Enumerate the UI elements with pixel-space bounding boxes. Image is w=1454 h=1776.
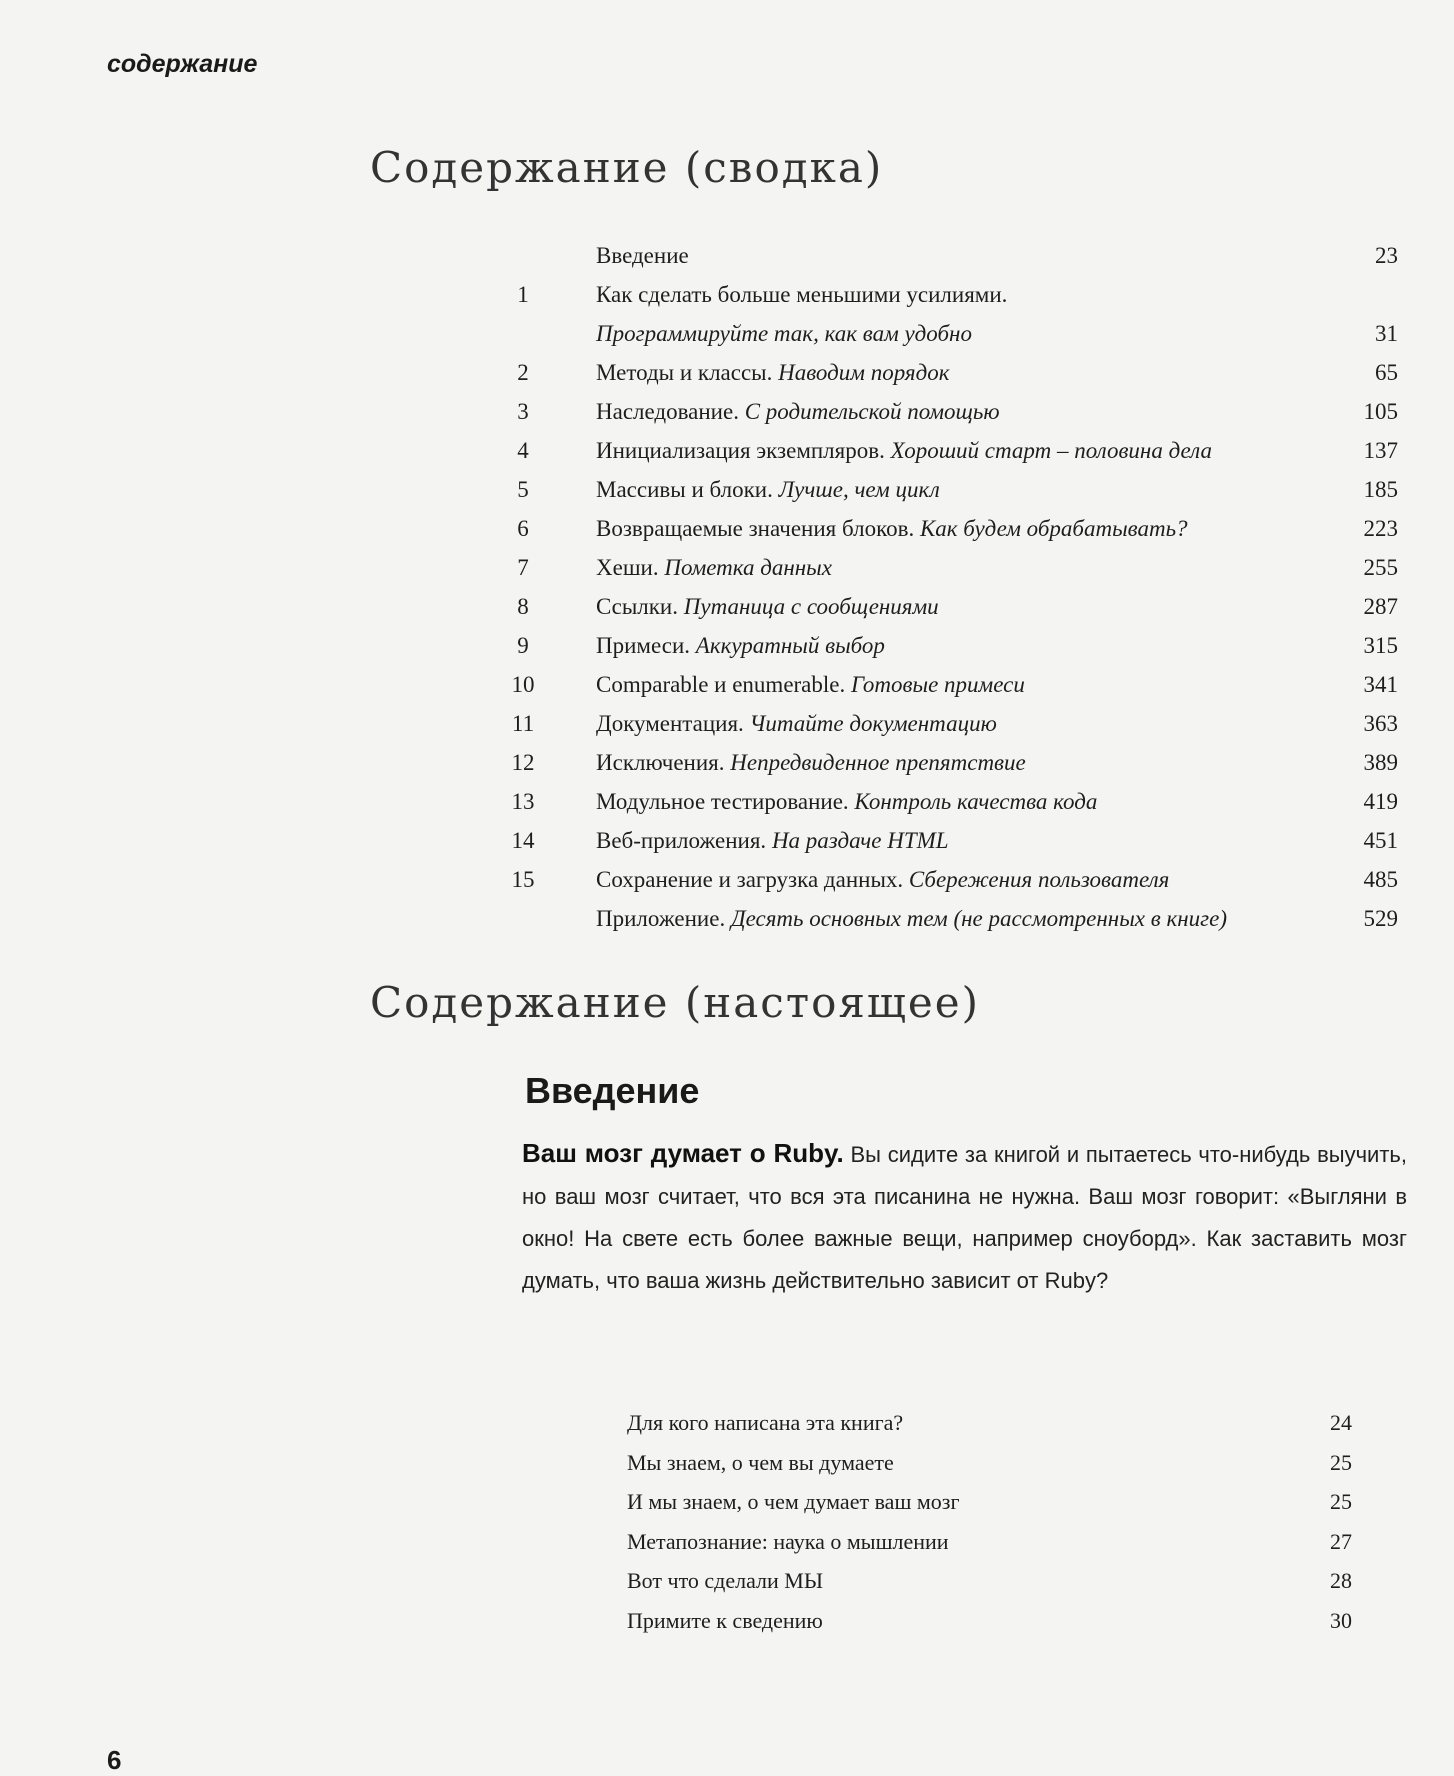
toc-row [500, 509, 1398, 548]
intro-paragraph [522, 1132, 1407, 1302]
chapter-title-main: Веб-приложения. [596, 828, 767, 853]
chapter-subtitle: Пометка данных [664, 555, 832, 580]
page-ref: 25 [1330, 1489, 1352, 1514]
intro-lead: Ваш мозг думает о Ruby. [522, 1138, 844, 1168]
chapter-title-main: Документация. [596, 711, 744, 736]
chapter-title [596, 665, 1025, 704]
chapter-subtitle: На раздаче HTML [771, 828, 949, 853]
chapter-title [596, 704, 997, 743]
chapter-number: 3 [517, 399, 529, 424]
chapter-title [596, 899, 1227, 938]
toc-row [500, 314, 1398, 353]
intro-toc-row [627, 1522, 1352, 1562]
chapter-subtitle: Путаница с сообщениями [683, 594, 939, 619]
chapter-number: 2 [517, 360, 529, 385]
chapter-number: 6 [517, 516, 529, 541]
chapter-title-main: Хеши. [596, 555, 659, 580]
toc-row [500, 704, 1398, 743]
page-ref: 105 [1363, 399, 1398, 424]
page-ref: 363 [1363, 711, 1398, 736]
page-ref: 341 [1363, 672, 1398, 697]
page-ref: 30 [1330, 1607, 1352, 1633]
running-head: содержание [107, 50, 258, 78]
chapter-title [596, 236, 689, 275]
intro-toc-row [627, 1482, 1352, 1522]
page-ref: 137 [1363, 438, 1398, 463]
section-title: Примите к сведению [627, 1607, 823, 1633]
chapter-title-main: Возвращаемые значения блоков. [596, 516, 915, 541]
chapter-subtitle: Контроль качества кода [854, 789, 1098, 814]
chapter-title-main: Массивы и блоки. [596, 477, 773, 502]
chapter-title [596, 782, 1097, 821]
chapter-number: 5 [517, 477, 529, 502]
chapter-number: 7 [517, 555, 529, 580]
chapter-title [596, 626, 885, 665]
page-ref: 28 [1330, 1568, 1352, 1593]
chapter-title-main: Методы и классы. [596, 360, 773, 385]
intro-toc-row [627, 1561, 1352, 1601]
toc-row [500, 275, 1398, 314]
chapter-subtitle: Десять основных тем (не рассмотренных в книге) [730, 906, 1227, 931]
chapter-subtitle: Читайте документацию [749, 711, 997, 736]
page-ref: 485 [1363, 867, 1398, 892]
page-ref: 287 [1363, 594, 1398, 619]
page-ref: 255 [1363, 555, 1398, 580]
section-title: И мы знаем, о чем думает ваш мозг [627, 1489, 960, 1514]
page-ref: 65 [1375, 360, 1398, 385]
chapter-number: 14 [511, 828, 535, 853]
summary-title: Содержание (сводка) [370, 143, 884, 192]
toc-row [500, 899, 1398, 938]
chapter-title [596, 470, 940, 509]
page-ref: 451 [1363, 828, 1398, 853]
chapter-title [596, 275, 1007, 314]
chapter-subtitle: Непредвиденное препятствие [730, 750, 1026, 775]
toc-row [500, 392, 1398, 431]
page-ref: 23 [1375, 243, 1398, 268]
toc-row [500, 236, 1398, 275]
section-title: Для кого написана эта книга? [627, 1410, 904, 1435]
page-ref: 529 [1363, 906, 1398, 931]
chapter-number: 11 [511, 711, 535, 736]
intro-text: Вы сидите за книгой и пытаетесь что-нибудь выучить, но ваш мозг считает, что вся эта писанина не нужна. Ваш мозг говорит: «Выгляни в окно! На свете есть более важные вещи, например сноуборд». Как заставить мозг думать, что ваша жизнь действительно зависит от Ruby? [522, 1142, 1407, 1293]
page-ref: 24 [1330, 1410, 1352, 1435]
chapter-subtitle: С родительской помощью [744, 399, 1000, 424]
chapter-title-main: Приложение. [596, 906, 726, 931]
page-ref: 389 [1363, 750, 1398, 775]
chapter-number: 15 [511, 867, 535, 892]
chapter-title-main: Comparable и enumerable. [596, 672, 846, 697]
intro-toc-row [627, 1403, 1352, 1443]
chapter-number: 8 [517, 594, 529, 619]
chapter-subtitle: Как будем обрабатывать? [919, 516, 1188, 541]
page-ref: 419 [1363, 789, 1398, 814]
section-title: Метапознание: наука о мышлении [627, 1528, 949, 1554]
toc-row [500, 587, 1398, 626]
toc-row [500, 860, 1398, 899]
chapter-title [596, 860, 1169, 899]
toc-row [500, 665, 1398, 704]
chapter-number: 9 [517, 633, 529, 658]
chapter-title-main: Инициализация экземпляров. [596, 438, 885, 463]
chapter-number: 12 [511, 750, 535, 775]
chapter-title-main: Как сделать больше меньшими усилиями. [596, 282, 1008, 307]
chapter-title [596, 821, 949, 860]
toc-row [500, 470, 1398, 509]
toc-row [500, 548, 1398, 587]
toc-row [500, 743, 1398, 782]
page-ref: 223 [1363, 516, 1398, 541]
chapter-subtitle: Сбережения пользователя [908, 867, 1170, 892]
page-ref: 315 [1363, 633, 1398, 658]
page-ref: 27 [1330, 1528, 1352, 1554]
chapter-subtitle: Хороший старт – половина дела [890, 438, 1212, 463]
toc-row [500, 431, 1398, 470]
chapter-number: 4 [517, 438, 529, 463]
chapter-subtitle: Аккуратный выбор [695, 633, 885, 658]
chapter-subtitle: Программируйте так, как вам удобно [596, 321, 972, 346]
chapter-subtitle: Готовые примеси [851, 672, 1025, 697]
chapter-title-main: Сохранение и загрузка данных. [596, 867, 904, 892]
chapter-title [596, 548, 832, 587]
toc-row [500, 626, 1398, 665]
chapter-title-main: Введение [596, 243, 689, 268]
chapter-title [596, 353, 949, 392]
section-title: Вот что сделали МЫ [627, 1568, 824, 1593]
chapter-title-main: Модульное тестирование. [596, 789, 849, 814]
page-ref: 25 [1330, 1449, 1352, 1475]
intro-toc-row [627, 1601, 1352, 1641]
chapter-title-main: Ссылки. [596, 594, 678, 619]
chapter-subtitle: Лучше, чем цикл [778, 477, 940, 502]
chapter-number: 10 [511, 672, 535, 697]
chapter-title [596, 431, 1212, 470]
chapter-number: 1 [517, 282, 529, 307]
full-contents-title: Содержание (настоящее) [370, 978, 980, 1027]
intro-heading: Введение [525, 1070, 700, 1111]
section-title: Мы знаем, о чем вы думаете [627, 1449, 894, 1475]
chapter-title-main: Примеси. [596, 633, 691, 658]
chapter-title-main: Исключения. [596, 750, 725, 775]
chapter-title [596, 392, 1000, 431]
chapter-title-main: Наследование. [596, 399, 739, 424]
chapter-number: 13 [511, 789, 535, 814]
chapter-title [596, 314, 972, 353]
page-number: 6 [107, 1745, 122, 1775]
chapter-title [596, 743, 1026, 782]
page-ref: 31 [1375, 321, 1398, 346]
page-ref: 185 [1363, 477, 1398, 502]
toc-row [500, 821, 1398, 860]
chapter-title [596, 587, 939, 626]
intro-toc-row [627, 1443, 1352, 1483]
toc-row [500, 353, 1398, 392]
chapter-title [596, 509, 1188, 548]
toc-row [500, 782, 1398, 821]
chapter-subtitle: Наводим порядок [778, 360, 950, 385]
